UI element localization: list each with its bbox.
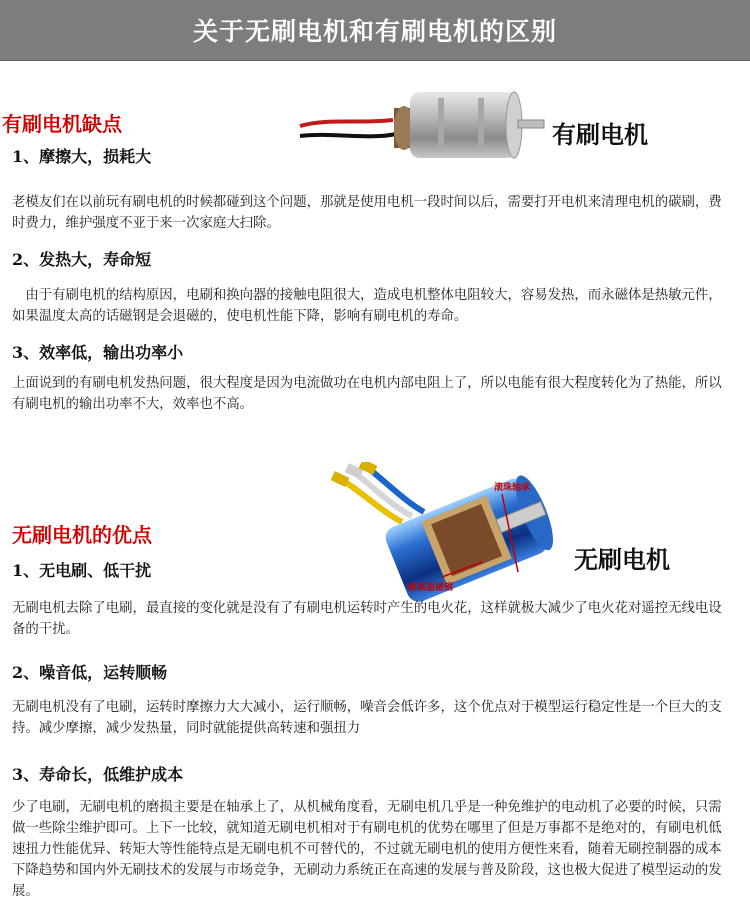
brushed-motor-image: [298, 78, 548, 170]
bearing-tag: 滚珠轴承: [494, 483, 531, 493]
page-title: 关于无刷电机和有刷电机的区别: [192, 17, 557, 46]
brushless-section-title: 无刷电机的优点: [12, 523, 152, 547]
brushed-motor-label: 有刷电机: [552, 121, 648, 149]
page-title-bar: [0, 0, 750, 61]
brushless-motor-image: [322, 462, 572, 602]
brushless-motor-label: 无刷电机: [574, 546, 670, 574]
brushless-item-2-heading: 2、噪音低，运转顺畅: [12, 663, 168, 682]
brushless-item-2-text: 无刷电机没有了电刷，运转时摩擦力大大减小，运行顺畅，噪音会低许多，这个优点对于模型运行稳定性是一个巨大的支持。减少摩擦，减少发热量，同时就能提供高转速和强扭力: [12, 700, 722, 736]
brushed-item-1-heading: 1、摩擦大，损耗大: [12, 147, 152, 166]
magnet-tag: 耐高温磁钢: [408, 583, 454, 593]
brushless-item-1-text: 无刷电机去除了电刷，最直接的变化就是没有了有刷电机运转时产生的电火花，这样就极大减少了电火花对遥控无线电设备的干扰。: [12, 601, 722, 637]
brushless-item-1-heading: 1、无电刷、低干扰: [12, 561, 152, 580]
brushless-item-3-heading: 3、寿命长，低维护成本: [12, 765, 184, 784]
brushed-item-3-heading: 3、效率低，输出功率小: [12, 343, 184, 362]
brushed-item-2-text: 由于有刷电机的结构原因，电刷和换向器的接触电阻很大，造成电机整体电阻较大，容易发热，而永磁体是热敏元件，如果温度太高的话磁钢是会退磁的，使电机性能下降，影响有刷电机的寿命。: [12, 288, 722, 324]
brushed-item-1-text: 老模友们在以前玩有刷电机的时候都碰到这个问题，那就是使用电机一段时间以后，需要打开电机来清理电机的碳刷，费时费力，维护强度不亚于来一次家庭大扫除。: [12, 195, 722, 231]
brushed-item-2-heading: 2、发热大，寿命短: [12, 250, 152, 269]
brushed-item-3-text: 上面说到的有刷电机发热问题，很大程度是因为电流做功在电机内部电阻上了，所以电能有很大程度转化为了热能，所以有刷电机的输出功率不大，效率也不高。: [12, 376, 722, 412]
brushless-item-3-text: 少了电刷，无刷电机的磨损主要是在轴承上了，从机械角度看，无刷电机几乎是一种免维护的电动机了必要的时候，只需做一些除尘维护即可。上下一比较，就知道无刷电机相对于有刷电机的优势在哪里了但是万事都不是绝对的，有刷电机低速扭力性能优异、转矩大等性能特点是无刷电机不可替代的，不过就无刷电机的使用方便性来看，随着无刷控制器的成本下降趋势和国内外无刷技术的发展与市场竞争，无刷动力系统正在高速的发展与普及阶段，这也极大促进了模型运动的发展。: [12, 800, 722, 899]
brushed-section-title: 有刷电机缺点: [2, 112, 122, 136]
